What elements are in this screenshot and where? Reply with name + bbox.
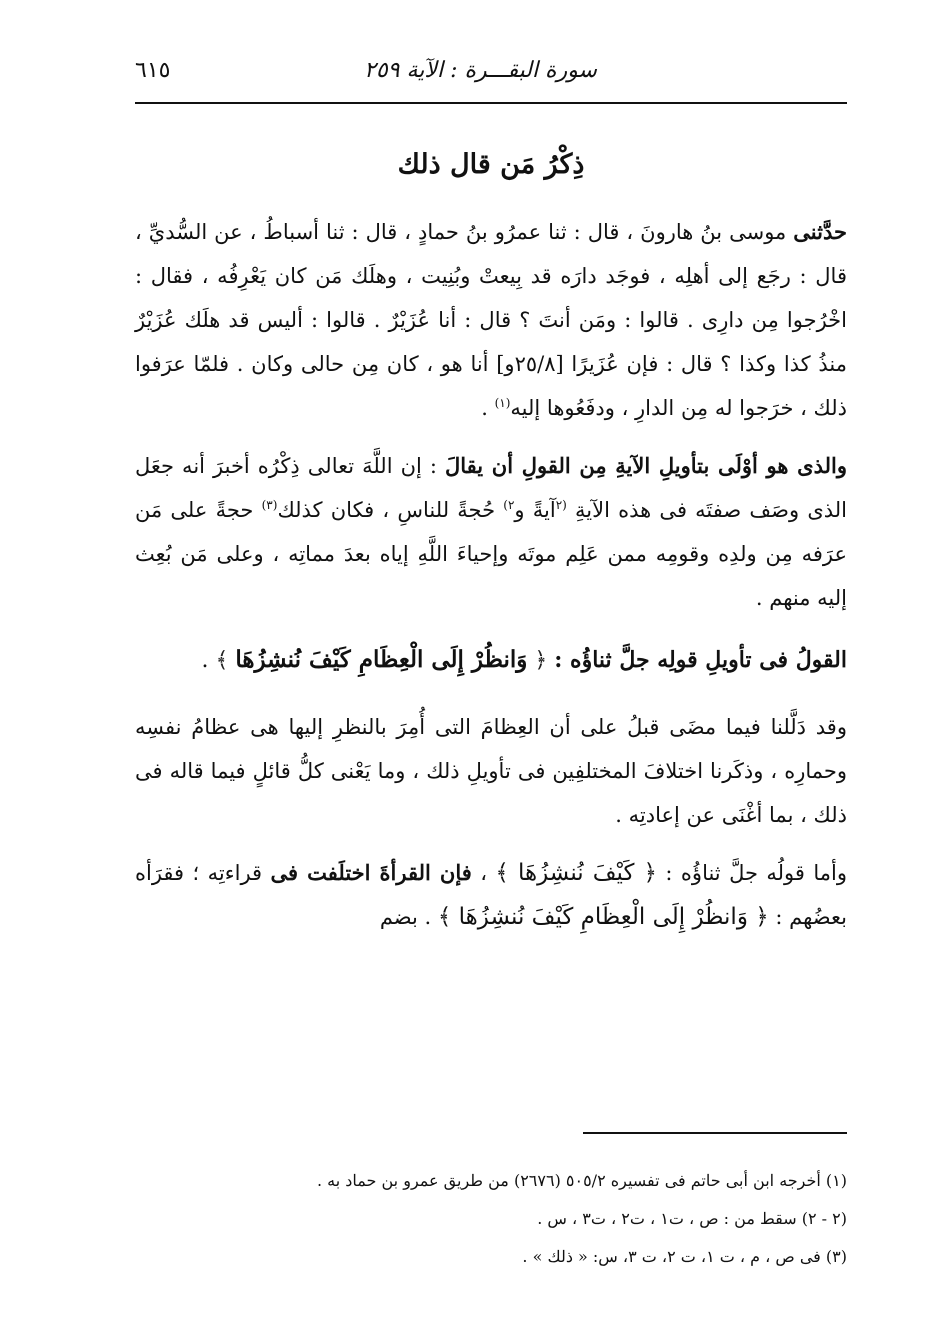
running-title: سورة البقـــرة : الآية ٢٥٩ xyxy=(364,58,597,83)
chapter-heading xyxy=(135,636,847,685)
header-rule xyxy=(135,102,847,104)
footnote-rule xyxy=(583,1132,847,1134)
footnotes xyxy=(135,1162,847,1276)
footnote-ref-1[interactable]: (١) xyxy=(494,396,511,410)
section-heading: ذِكْرُ مَن قال ذلك xyxy=(397,149,585,180)
paragraph-narration xyxy=(135,210,847,430)
footnote-2: (٢ - ٢) سقط من : ص ، ت١ ، ت٢ ، ت٣ ، س . xyxy=(537,1209,847,1228)
footnote-ref-2-open[interactable]: (٢ xyxy=(555,498,567,512)
quote-close-bracket: ﴾ xyxy=(215,648,229,673)
readings-text-a: وأما قولُه جلَّ ثناؤُه : xyxy=(656,861,848,885)
chapter-heading-end: . xyxy=(201,648,216,673)
quote-open-bracket: ﴿ xyxy=(534,648,548,673)
preferred-view-text-b: آيةً و xyxy=(514,498,556,522)
narration-end: . xyxy=(481,396,495,420)
footnote-3: (٣) فى ص ، م ، ت ١، ت ٢، ت ٣، س: « ذلك » . xyxy=(522,1247,847,1266)
page-number: ٦١٥ xyxy=(135,58,171,83)
quran-quote-1: ﴿ كَيْفَ نُنشِزُهَا ﴾ xyxy=(495,860,657,886)
page-body xyxy=(135,140,847,939)
preferred-view-lead: والذى هو أوْلَى بتأويلِ الآيةِ مِن القولِ أن يقالَ xyxy=(445,453,847,478)
paragraph-preferred-view xyxy=(135,444,847,620)
readings-bold: فإن القرأةَ اختلَفت فى xyxy=(270,860,472,885)
readings-text-c: قراءتِه ؛ فقرَأه بعضُهم : xyxy=(135,861,847,929)
quran-verse: وَانظُرْ إِلَى الْعِظَامِ كَيْفَ نُنشِزُهَا xyxy=(235,646,528,673)
narration-text: موسى بنُ هارونَ ، قال : ثنا عمرُو بنُ حمادٍ ، قال : ثنا أسباطُ ، عن السُّديِّ ، قال : رجَع إلى أهلِه ، فوجَد دارَه قد بِيعتْ وبُنِيت ، وهلَك مَن كان يَعْرِفُه ، فقال : اخْرُجوا مِن دارِى . قالوا : ومَن أنتَ ؟ قال : أنا عُزَيْرٌ . قالوا : أليس قد هلَك عُزَيْرٌ منذُ كذا وكذا ؟ قال : فإن عُزَيرًا [٢٥/٨و] أنا هو ، كان مِن حالى وكان . فلمّا عرَفوا ذلك ، خرَجوا له مِن الدارِ ، ودفَعُوها إليه xyxy=(135,220,848,420)
footnote-ref-3[interactable]: (٣) xyxy=(261,498,278,512)
paragraph-readings xyxy=(135,851,847,939)
page-header xyxy=(135,52,847,96)
preferred-view-text-c: حُجةً للناسِ ، فكان كذلك xyxy=(277,498,504,522)
readings-text-d: . بضم xyxy=(379,905,438,929)
narration-lead: حدَّثنى xyxy=(793,219,847,244)
chapter-heading-lead: القولُ فى تأويلِ قولِه جلَّ ثناؤُه : xyxy=(554,647,847,673)
quran-quote-2: ﴿ وَانظُرْ إِلَى الْعِظَامِ كَيْفَ نُنشِزُهَا ﴾ xyxy=(437,904,769,930)
footnote-1: (١) أخرجه ابن أبى حاتم فى تفسيره ٥٠٥/٢ (٢٦٧٦) من طريق عمرو بن حماد به . xyxy=(316,1171,847,1190)
preferred-view-text-d: حجةً على مَن عرَفه مِن ولدِه وقومِه ممن عَلِم موتَه وإحياءَ اللَّهِ إياه بعدَ مماتِه ، وعلى مَن بُعِث إليه منهم . xyxy=(135,498,847,610)
preferred-view-text-a: : إن اللَّهَ تعالى ذِكْرُه أخبرَ أنه جعَل الذى وصَف صفتَه فى هذه الآيةِ xyxy=(135,454,848,522)
paragraph-bones: وقد دَلَّلنا فيما مضَى قبلُ على أن العِظامَ التى أُمِرَ بالنظرِ إليها هى عظامُ نفسِه وحمارِه ، وذكَرنا اختلافَ المختلفِين فى تأويلِ ذلك ، وما يَعْنى كلُّ قائلٍ فيما قاله فى ذلك ، بما أغْنَى عن إعادتِه . xyxy=(135,715,847,827)
footnote-ref-2-close[interactable]: ٢) xyxy=(503,498,515,512)
readings-text-b: ، xyxy=(471,861,496,885)
